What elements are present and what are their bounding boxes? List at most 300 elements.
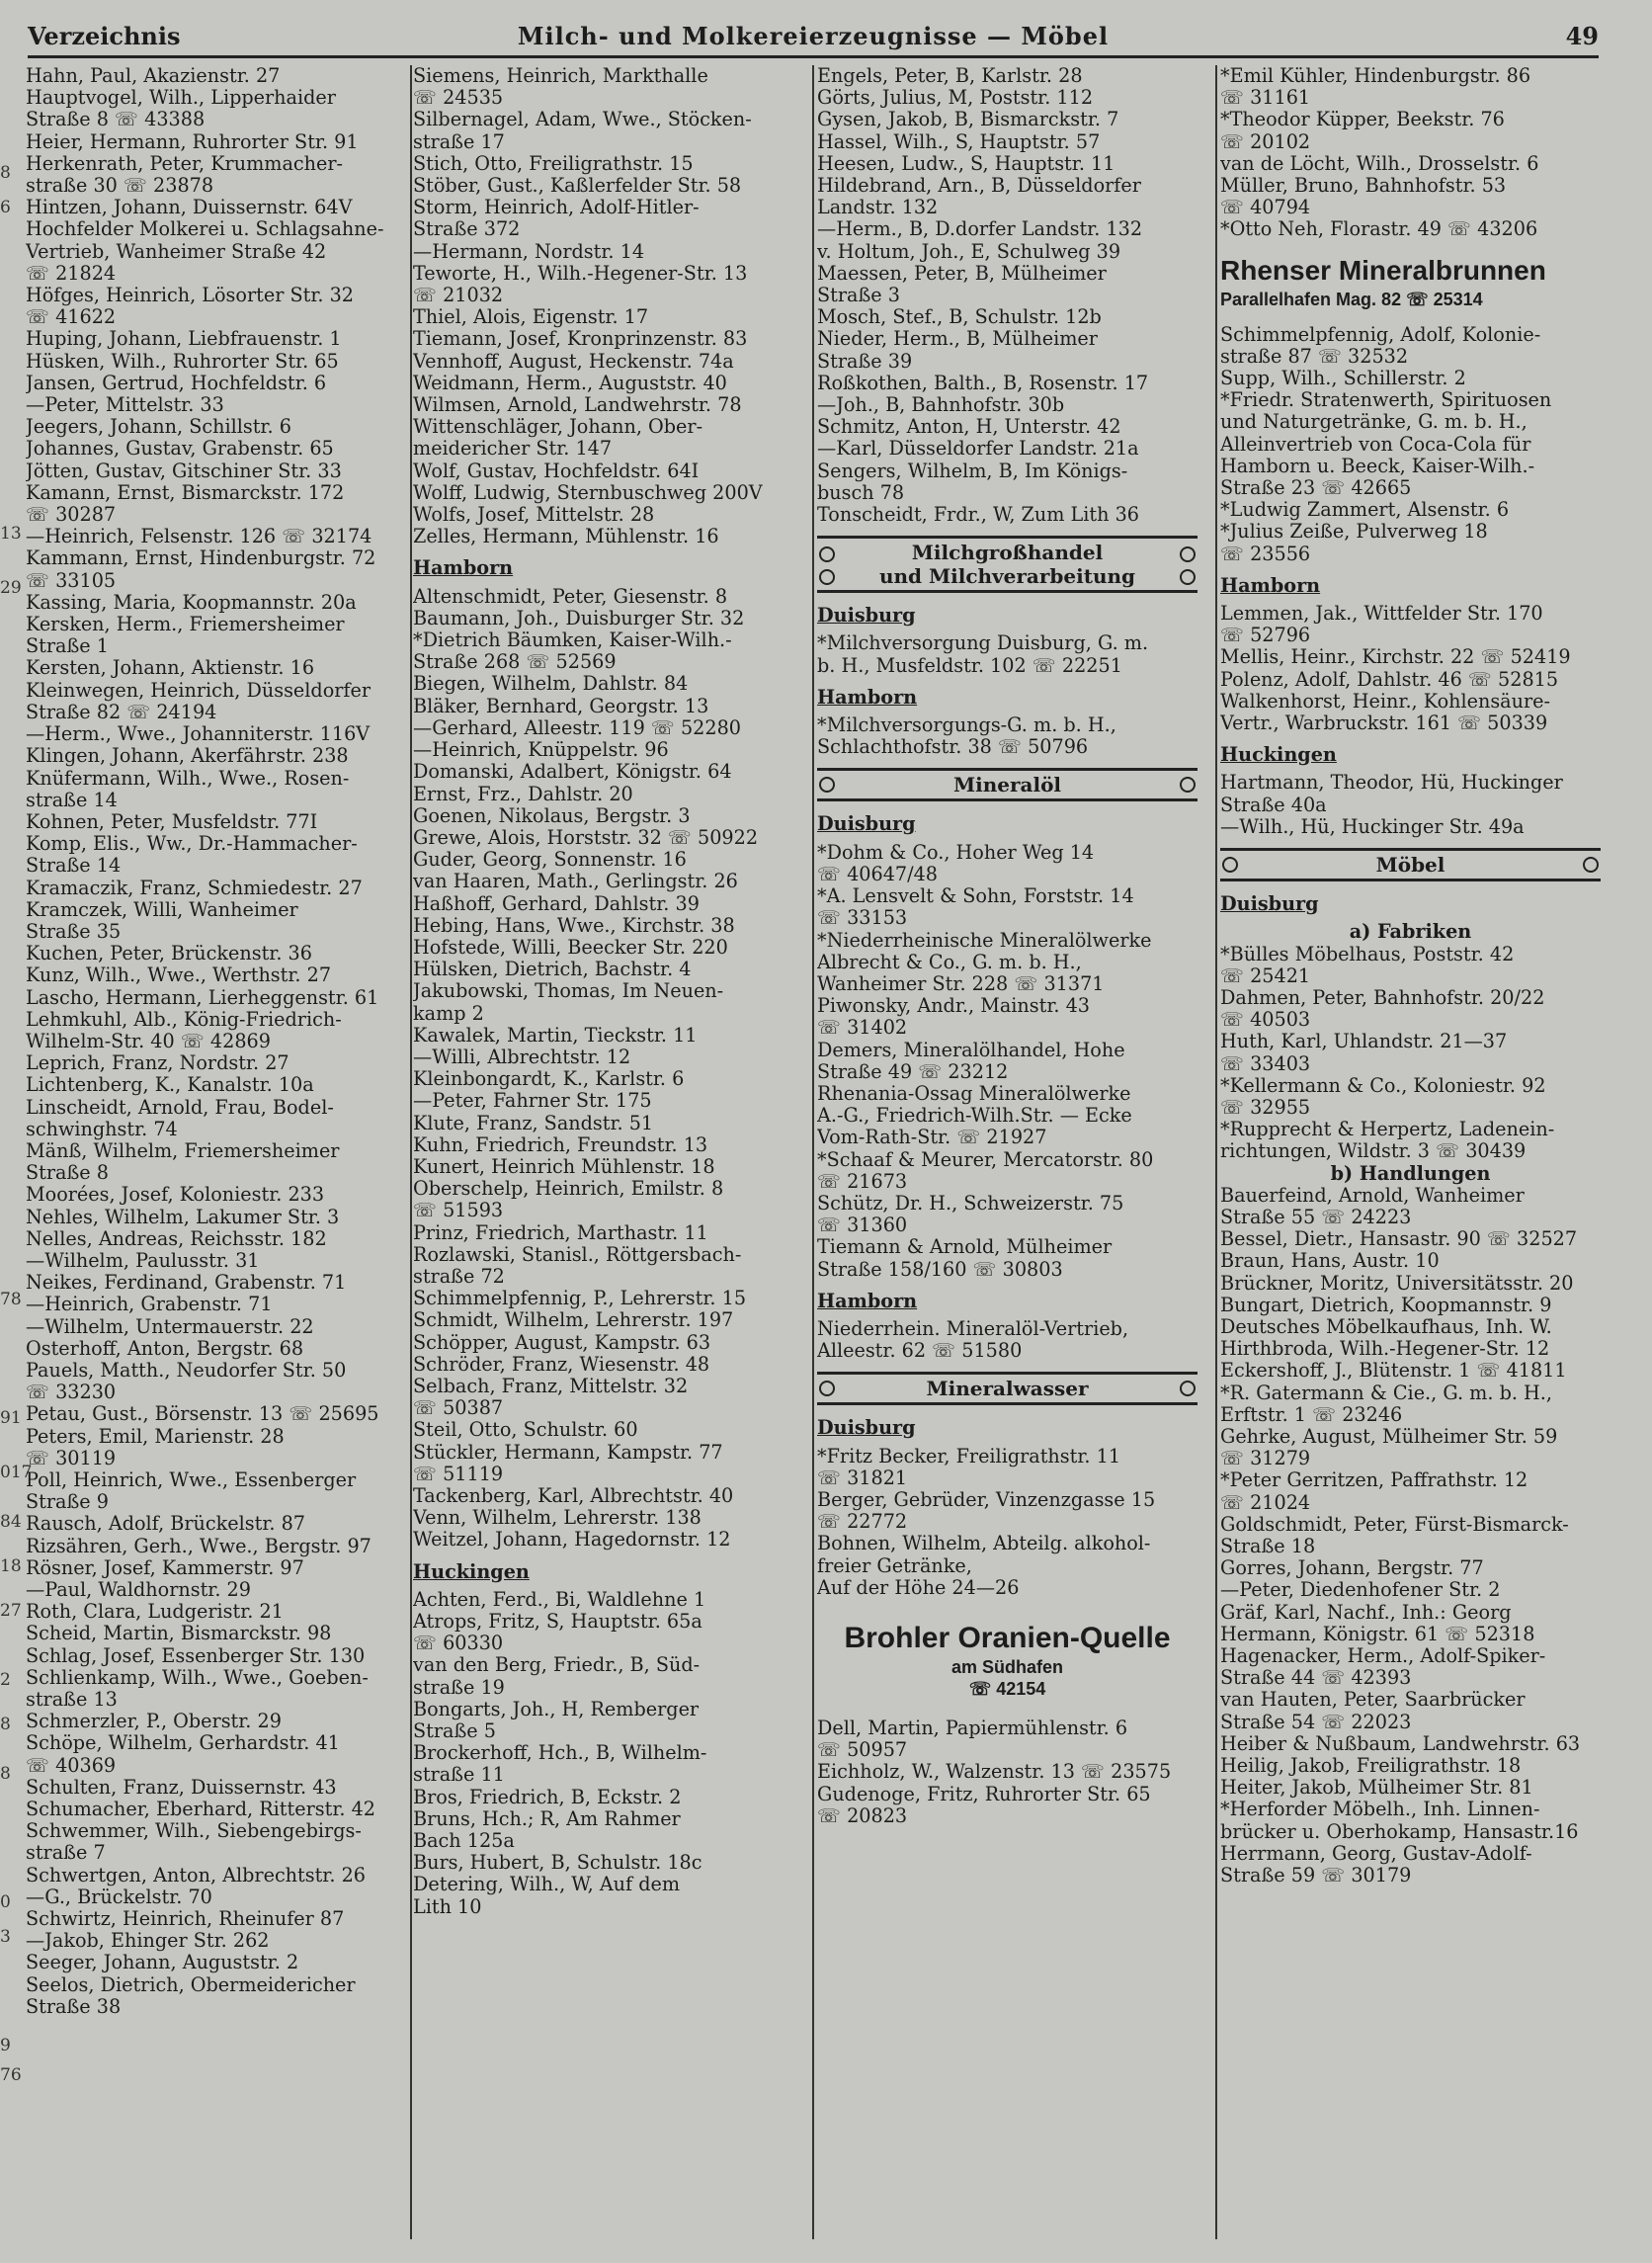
directory-entry: —Gerhard, Alleestr. 119 ☏ 52280 — [413, 715, 742, 739]
directory-entry: straße 11 — [413, 1763, 505, 1787]
section-banner-milchgrosshandel — [817, 536, 1198, 593]
directory-entry: Albrecht & Co., G. m. b. H., — [817, 950, 1082, 973]
directory-entry: richtungen, Wildstr. 3 ☏ 30439 — [1220, 1139, 1527, 1163]
margin-number: 76 — [0, 2065, 22, 2085]
ring-ornament-icon — [1583, 857, 1599, 873]
section-banner-mineralwasser — [817, 1372, 1198, 1405]
directory-entry: Neikes, Ferdinand, Grabenstr. 71 — [26, 1271, 347, 1295]
directory-entry: straße 17 — [413, 129, 505, 153]
directory-entry: Bläker, Bernhard, Georgstr. 13 — [413, 694, 709, 717]
entry-list — [413, 65, 793, 547]
directory-entry: Schwertgen, Anton, Albrechtstr. 26 — [26, 1863, 366, 1886]
directory-entry: Schimmelpfennig, P., Lehrerstr. 15 — [413, 1287, 747, 1310]
directory-entry: Hülsken, Dietrich, Bachstr. 4 — [413, 958, 692, 981]
directory-entry: Straße 14 — [26, 854, 122, 878]
directory-entry: Vennhoff, August, Heckenstr. 74a — [413, 349, 734, 373]
directory-entry: Bruns, Hch.; R, Am Rahmer — [413, 1806, 681, 1830]
directory-entry: ☏ 50957 — [817, 1738, 908, 1762]
margin-number: 8 — [0, 1715, 11, 1734]
directory-entry: Hintzen, Johann, Duissernstr. 64V — [26, 196, 353, 219]
directory-entry: Gehrke, August, Mülheimer Str. 59 — [1220, 1424, 1558, 1448]
directory-entry: Lichtenberg, K., Kanalstr. 10a — [26, 1073, 314, 1097]
directory-entry: Rizsähren, Gerh., Wwe., Bergstr. 97 — [26, 1534, 372, 1557]
city-heading: Duisburg — [817, 605, 916, 628]
directory-entry: Storm, Heinrich, Adolf-Hitler- — [413, 196, 700, 219]
directory-entry: *Niederrheinische Mineralölwerke — [817, 928, 1152, 952]
directory-entry: Lascho, Hermann, Lierheggenstr. 61 — [26, 985, 379, 1009]
directory-entry: —Karl, Düsseldorfer Landstr. 21a — [817, 437, 1139, 461]
margin-number: 18 — [0, 1556, 22, 1576]
entry-list — [817, 632, 1198, 676]
directory-entry: Landstr. 132 — [817, 196, 939, 219]
directory-entry: Gudenoge, Fritz, Ruhrorter Str. 65 — [817, 1782, 1151, 1805]
directory-entry: Kersken, Herm., Friemersheimer — [26, 613, 345, 636]
city-heading: Hamborn — [817, 686, 918, 709]
directory-entry: Moorées, Josef, Koloniestr. 233 — [26, 1183, 325, 1207]
city-heading: Duisburg — [817, 813, 916, 836]
directory-entry: Straße 54 ☏ 22023 — [1220, 1710, 1412, 1733]
directory-entry: Huth, Karl, Uhlandstr. 21—37 — [1220, 1030, 1508, 1053]
directory-entry: ☏ 32955 — [1220, 1095, 1311, 1119]
directory-entry: Nehles, Wilhelm, Lakumer Str. 3 — [26, 1205, 340, 1228]
directory-entry: Dell, Martin, Papiermühlenstr. 6 — [817, 1717, 1128, 1739]
directory-entry: Berger, Gebrüder, Vinzenzgasse 15 — [817, 1487, 1156, 1511]
directory-entry: ☏ 33153 — [817, 906, 908, 930]
directory-entry: Gorres, Johann, Bergstr. 77 — [1220, 1556, 1484, 1580]
directory-entry: Heesen, Ludw., S, Hauptstr. 11 — [817, 151, 1115, 175]
directory-entry: A.-G., Friedrich-Wilh.Str. — Ecke — [817, 1104, 1132, 1128]
directory-entry: Seelos, Dietrich, Obermeidericher — [26, 1972, 356, 1996]
directory-entry: Guder, Georg, Sonnenstr. 16 — [413, 848, 687, 872]
directory-entry: Tonscheidt, Frdr., W, Zum Lith 36 — [817, 503, 1139, 527]
directory-entry: Roth, Clara, Ludgeristr. 21 — [26, 1600, 284, 1624]
directory-entry: straße 13 — [26, 1688, 118, 1712]
directory-entry: Oberschelp, Heinrich, Emilstr. 8 — [413, 1177, 724, 1201]
directory-entry: Eckershoff, J., Blütenstr. 1 ☏ 41811 — [1220, 1359, 1567, 1383]
directory-entry: Müller, Bruno, Bahnhofstr. 53 — [1220, 174, 1507, 198]
subsection-heading: b) Handlungen — [1330, 1162, 1491, 1185]
directory-entry: Haßhoff, Gerhard, Dahlstr. 39 — [413, 891, 700, 915]
directory-entry: Straße 49 ☏ 23212 — [817, 1059, 1009, 1083]
directory-entry: Straße 8 ☏ 43388 — [26, 108, 206, 131]
directory-entry: straße 7 — [26, 1841, 106, 1865]
directory-entry: Supp, Wilh., Schillerstr. 2 — [1220, 367, 1466, 390]
directory-entry: Straße 5 — [413, 1719, 496, 1743]
directory-entry: Kammann, Ernst, Hindenburgstr. 72 — [26, 546, 376, 570]
subsection-heading: a) Fabriken — [1349, 921, 1472, 944]
column-2 — [413, 65, 793, 1918]
directory-entry: —Heinrich, Felsenstr. 126 ☏ 32174 — [26, 525, 372, 548]
directory-entry: Goenen, Nikolaus, Bergstr. 3 — [413, 803, 691, 827]
entry-list — [1220, 772, 1601, 838]
directory-entry: —Herm., Wwe., Johanniterstr. 116V — [26, 722, 371, 746]
directory-entry: Lith 10 — [413, 1894, 482, 1918]
entry-list — [817, 842, 1198, 1281]
directory-entry: ☏ 40369 — [26, 1753, 117, 1777]
directory-entry: Bongarts, Joh., H, Remberger — [413, 1697, 700, 1720]
column-divider — [410, 65, 412, 2239]
directory-entry: ☏ 31161 — [1220, 86, 1311, 110]
directory-entry: Selbach, Franz, Mittelstr. 32 — [413, 1374, 689, 1397]
directory-entry: Mänß, Wilhelm, Friemersheimer — [26, 1138, 340, 1162]
directory-entry: ☏ 33403 — [1220, 1051, 1311, 1075]
margin-number: 9 — [0, 2036, 11, 2055]
directory-entry: Wolfs, Josef, Mittelstr. 28 — [413, 503, 655, 527]
directory-entry: Peters, Emil, Marienstr. 28 — [26, 1424, 285, 1448]
directory-entry: Heiber & Nußbaum, Landwehrstr. 63 — [1220, 1731, 1581, 1755]
directory-entry: —Heinrich, Grabenstr. 71 — [26, 1293, 273, 1316]
directory-entry: Eichholz, W., Walzenstr. 13 ☏ 23575 — [817, 1760, 1172, 1784]
directory-entry: Schlienkamp, Wilh., Wwe., Goeben- — [26, 1665, 369, 1689]
left-margin-numbers — [0, 0, 33, 2263]
directory-entry: straße 87 ☏ 32532 — [1220, 344, 1409, 368]
directory-entry: Gysen, Jakob, B, Bismarckstr. 7 — [817, 108, 1119, 131]
directory-entry: Leprich, Franz, Nordstr. 27 — [26, 1051, 289, 1075]
directory-entry: Lemmen, Jak., Wittfelder Str. 170 — [1220, 603, 1543, 626]
directory-entry: Ernst, Frz., Dahlstr. 20 — [413, 782, 633, 805]
directory-entry: —Peter, Mittelstr. 33 — [26, 393, 224, 417]
directory-entry: Straße 372 — [413, 217, 521, 241]
directory-entry: Grewe, Alois, Horststr. 32 ☏ 50922 — [413, 825, 759, 849]
directory-entry: Pauels, Matth., Neudorfer Str. 50 — [26, 1358, 347, 1382]
directory-entry: Jeegers, Johann, Schillstr. 6 — [26, 415, 291, 439]
directory-entry: Komp, Elis., Ww., Dr.-Hammacher- — [26, 832, 358, 856]
directory-entry: Schmerzler, P., Oberstr. 29 — [26, 1710, 282, 1733]
margin-number: 017 — [0, 1463, 33, 1482]
city-heading: Huckingen — [1220, 744, 1337, 767]
directory-entry: Bungart, Dietrich, Koopmannstr. 9 — [1220, 1293, 1552, 1316]
column-1 — [26, 65, 406, 2018]
directory-entry: Mosch, Stef., B, Schulstr. 12b — [817, 305, 1102, 329]
directory-entry: van den Berg, Friedr., B, Süd- — [413, 1653, 701, 1677]
advertisement-brohler — [817, 1621, 1198, 1700]
directory-entry: meidericher Str. 147 — [413, 437, 613, 461]
directory-entry: Rhenania-Ossag Mineralölwerke — [817, 1081, 1131, 1105]
directory-entry: Mellis, Heinr., Kirchstr. 22 ☏ 52419 — [1220, 645, 1571, 669]
directory-entry: Baumann, Joh., Duisburger Str. 32 — [413, 606, 745, 629]
directory-entry: ☏ 30287 — [26, 503, 117, 527]
directory-entry: *Otto Neh, Florastr. 49 ☏ 43206 — [1220, 217, 1538, 241]
directory-entry: Johannes, Gustav, Grabenstr. 65 — [26, 437, 334, 461]
directory-entry: ☏ 21032 — [413, 284, 504, 307]
directory-entry: ☏ 25421 — [1220, 964, 1311, 987]
directory-entry: Demers, Mineralölhandel, Hohe — [817, 1038, 1125, 1061]
directory-entry: Hassel, Wilh., S, Hauptstr. 57 — [817, 129, 1101, 153]
directory-entry: Erftstr. 1 ☏ 23246 — [1220, 1402, 1403, 1426]
directory-entry: Schwemmer, Wilh., Siebengebirgs- — [26, 1819, 362, 1843]
directory-entry: Jötten, Gustav, Gitschiner Str. 33 — [26, 459, 342, 482]
city-heading: Huckingen — [413, 1560, 530, 1583]
directory-entry: Deutsches Möbelkaufhaus, Inh. W. — [1220, 1314, 1552, 1338]
directory-entry: Schmidt, Wilhelm, Lehrerstr. 197 — [413, 1308, 734, 1332]
directory-entry: *Bülles Möbelhaus, Poststr. 42 — [1220, 943, 1515, 965]
directory-entry: Vertr., Warbruckstr. 161 ☏ 50339 — [1220, 712, 1548, 735]
directory-entry: Wolff, Ludwig, Sternbuschweg 200V — [413, 480, 763, 504]
column-3 — [817, 65, 1198, 1827]
directory-entry: ☏ 51593 — [413, 1199, 504, 1222]
directory-entry: Silbernagel, Adam, Wwe., Stöcken- — [413, 108, 752, 131]
directory-entry: *Rupprecht & Herpertz, Ladenein- — [1220, 1118, 1555, 1141]
directory-entry: Stich, Otto, Freiligrathstr. 15 — [413, 151, 694, 175]
directory-entry: Dahmen, Peter, Bahnhofstr. 20/22 — [1220, 985, 1545, 1009]
directory-entry: Brockerhoff, Hch., B, Wilhelm- — [413, 1741, 707, 1765]
directory-entry: —Wilhelm, Paulusstr. 31 — [26, 1248, 260, 1272]
directory-entry: Kohnen, Peter, Musfeldstr. 77I — [26, 809, 318, 833]
directory-entry: *Friedr. Stratenwerth, Spirituosen — [1220, 388, 1552, 412]
directory-entry: Straße 40a — [1220, 793, 1327, 816]
directory-entry: Schütz, Dr. H., Schweizerstr. 75 — [817, 1191, 1124, 1215]
directory-entry: Seeger, Johann, Auguststr. 2 — [26, 1951, 299, 1974]
directory-entry: Jakubowski, Thomas, Im Neuen- — [413, 979, 724, 1003]
directory-entry: Straße 158/160 ☏ 30803 — [817, 1257, 1063, 1281]
directory-entry: Heiter, Jakob, Mülheimer Str. 81 — [1220, 1776, 1533, 1800]
directory-entry: Rozlawski, Stanisl., Röttgersbach- — [413, 1242, 742, 1266]
directory-entry: Hüsken, Wilh., Ruhrorter Str. 65 — [26, 349, 339, 373]
header-left: Verzeichnis — [28, 22, 181, 50]
directory-entry: Nelles, Andreas, Reichsstr. 182 — [26, 1226, 327, 1250]
directory-entry: Heilig, Jakob, Freiligrathstr. 18 — [1220, 1754, 1522, 1778]
directory-entry: Schmitz, Anton, H, Unterstr. 42 — [817, 415, 1121, 439]
directory-entry: Schlachthofstr. 38 ☏ 50796 — [817, 735, 1089, 759]
directory-entry: ☏ 33105 — [26, 568, 117, 592]
directory-entry: Schulten, Franz, Duissernstr. 43 — [26, 1775, 337, 1799]
directory-entry: Herrmann, Georg, Gustav-Adolf- — [1220, 1841, 1532, 1865]
directory-entry: Klute, Franz, Sandstr. 51 — [413, 1111, 654, 1134]
entry-list — [817, 714, 1198, 758]
directory-entry: Atrops, Fritz, S, Hauptstr. 65a — [413, 1610, 702, 1634]
directory-entry: Kersten, Johann, Aktienstr. 16 — [26, 656, 315, 680]
directory-entry: —Jakob, Ehinger Str. 262 — [26, 1929, 270, 1953]
column-divider — [812, 65, 814, 2239]
directory-entry: ☏ 21673 — [817, 1169, 908, 1193]
directory-entry: Hagenacker, Herm., Adolf-Spiker- — [1220, 1644, 1546, 1667]
directory-entry: Hochfelder Molkerei u. Schlagsahne- — [26, 217, 384, 241]
entry-list — [26, 65, 406, 2018]
directory-entry: Kawalek, Martin, Tieckstr. 11 — [413, 1023, 698, 1047]
directory-entry: Schöpper, August, Kampstr. 63 — [413, 1330, 711, 1354]
directory-entry: ☏ 40794 — [1220, 196, 1311, 219]
directory-entry: *Dietrich Bäumken, Kaiser-Wilh.- — [413, 629, 732, 652]
ad-title: Rhenser Mineralbrunnen — [1220, 254, 1546, 286]
directory-entry: Wilhelm-Str. 40 ☏ 42869 — [26, 1029, 271, 1052]
directory-entry: Steil, Otto, Schulstr. 60 — [413, 1418, 638, 1442]
directory-entry: und Naturgetränke, G. m. b. H., — [1220, 410, 1528, 434]
directory-entry: Hauptvogel, Wilh., Lipperhaider — [26, 86, 336, 110]
directory-entry: straße 72 — [413, 1264, 505, 1288]
directory-entry: ☏ 40503 — [1220, 1008, 1311, 1032]
page-header — [28, 18, 1599, 57]
directory-entry: —Joh., B, Bahnhofstr. 30b — [817, 393, 1065, 417]
directory-entry: *Milchversorgung Duisburg, G. m. — [817, 632, 1149, 655]
entry-list — [817, 1318, 1198, 1362]
directory-entry: ☏ 30119 — [26, 1446, 117, 1469]
directory-entry: straße 14 — [26, 788, 118, 811]
directory-entry: ☏ 21824 — [26, 261, 117, 285]
directory-entry: *Schaaf & Meurer, Mercatorstr. 80 — [817, 1147, 1154, 1171]
directory-entry: Knüfermann, Wilh., Wwe., Rosen- — [26, 766, 350, 790]
directory-entry: Straße 23 ☏ 42665 — [1220, 476, 1412, 500]
margin-number: 78 — [0, 1290, 22, 1309]
directory-entry: Prinz, Friedrich, Marthastr. 11 — [413, 1220, 708, 1244]
ad-subtitle: am Südhafen — [950, 1656, 1064, 1677]
directory-entry: Hofstede, Willi, Beecker Str. 220 — [413, 935, 728, 959]
directory-entry: *Kellermann & Co., Koloniestr. 92 — [1220, 1073, 1546, 1097]
directory-entry: van Haaren, Math., Gerlingstr. 26 — [413, 870, 738, 893]
directory-entry: Herkenrath, Peter, Krummacher- — [26, 151, 344, 175]
directory-entry: Brückner, Moritz, Universitätsstr. 20 — [1220, 1271, 1574, 1295]
directory-entry: Kassing, Maria, Koopmannstr. 20a — [26, 590, 357, 614]
entry-list — [1220, 65, 1601, 241]
directory-entry: Maessen, Peter, B, Mülheimer — [817, 261, 1107, 285]
directory-entry: ☏ 52796 — [1220, 624, 1311, 647]
directory-entry: *R. Gatermann & Cie., G. m. b. H., — [1220, 1381, 1552, 1404]
directory-entry: Schumacher, Eberhard, Ritterstr. 42 — [26, 1798, 375, 1821]
directory-entry: kamp 2 — [413, 1001, 484, 1025]
banner-line: Möbel — [1375, 853, 1446, 878]
directory-entry: Kamann, Ernst, Bismarckstr. 172 — [26, 480, 345, 504]
directory-entry: Tackenberg, Karl, Albrechtstr. 40 — [413, 1484, 734, 1507]
directory-entry: Hildebrand, Arn., B, Düsseldorfer — [817, 174, 1141, 198]
directory-entry: Heier, Hermann, Ruhrorter Str. 91 — [26, 129, 359, 153]
entry-list — [817, 1446, 1198, 1599]
directory-entry: Wittenschläger, Johann, Ober- — [413, 415, 703, 439]
directory-entry: ☏ 20102 — [1220, 129, 1311, 153]
entry-list — [817, 1718, 1198, 1827]
directory-entry: Kunz, Wilh., Wwe., Werthstr. 27 — [26, 964, 332, 987]
directory-entry: Petau, Gust., Börsenstr. 13 ☏ 25695 — [26, 1402, 379, 1426]
directory-entry: —Peter, Diedenhofener Str. 2 — [1220, 1578, 1501, 1602]
directory-entry: Hirthbroda, Wilh.-Hegener-Str. 12 — [1220, 1337, 1550, 1361]
ad-subtitle: Parallelhafen Mag. 82 ☏ 25314 — [1220, 289, 1483, 309]
directory-entry: Achten, Ferd., Bi, Waldlehne 1 — [413, 1588, 706, 1611]
city-heading: Duisburg — [817, 1417, 916, 1440]
directory-entry: Stöber, Gust., Kaßlerfelder Str. 58 — [413, 174, 742, 198]
directory-entry: Schwirtz, Heinrich, Rheinufer 87 — [26, 1907, 345, 1931]
directory-entry: Straße 39 — [817, 349, 913, 373]
header-rule — [28, 55, 1599, 58]
directory-entry: Nieder, Herm., B, Mülheimer — [817, 327, 1098, 351]
directory-entry: *Theodor Küpper, Beekstr. 76 — [1220, 108, 1505, 131]
directory-entry: Walkenhorst, Heinr., Kohlensäure- — [1220, 689, 1550, 712]
directory-entry: Bach 125a — [413, 1829, 515, 1853]
directory-entry: *Peter Gerritzen, Paffrathstr. 12 — [1220, 1468, 1528, 1492]
column-4 — [1220, 65, 1601, 1886]
directory-entry: Huping, Johann, Liebfrauenstr. 1 — [26, 327, 342, 351]
directory-entry: Straße 44 ☏ 42393 — [1220, 1666, 1412, 1690]
directory-entry: *Fritz Becker, Freiligrathstr. 11 — [817, 1445, 1121, 1467]
directory-entry: ☏ 51119 — [413, 1462, 504, 1485]
ad-phone: ☏ 42154 — [968, 1678, 1046, 1699]
directory-entry: ☏ 23556 — [1220, 542, 1311, 565]
directory-entry: Görts, Julius, M, Poststr. 112 — [817, 86, 1094, 110]
directory-entry: Vom-Rath-Str. ☏ 21927 — [817, 1126, 1047, 1149]
margin-number: 84 — [0, 1512, 22, 1532]
directory-entry: v. Holtum, Joh., E, Schulweg 39 — [817, 239, 1121, 263]
directory-entry: straße 19 — [413, 1675, 505, 1699]
directory-entry: Piwonsky, Andr., Mainstr. 43 — [817, 994, 1091, 1018]
directory-entry: busch 78 — [817, 480, 905, 504]
directory-entry: Wilmsen, Arnold, Landwehrstr. 78 — [413, 393, 742, 417]
directory-entry: Kleinwegen, Heinrich, Düsseldorfer — [26, 678, 372, 702]
directory-entry: ☏ 40647/48 — [817, 862, 939, 885]
directory-entry: Rösner, Josef, Kammerstr. 97 — [26, 1555, 304, 1579]
directory-entry: Linscheidt, Arnold, Frau, Bodel- — [26, 1095, 334, 1119]
directory-entry: —Paul, Waldhornstr. 29 — [26, 1578, 251, 1602]
directory-entry: *Herforder Möbelh., Inh. Linnen- — [1220, 1798, 1540, 1821]
directory-entry: —G., Brückelstr. 70 — [26, 1885, 212, 1908]
directory-entry: Straße 268 ☏ 52569 — [413, 650, 617, 674]
directory-entry: Straße 38 — [26, 1994, 122, 2018]
margin-number: 91 — [0, 1408, 22, 1428]
directory-entry: —Wilh., Hü, Huckinger Str. 49a — [1220, 814, 1525, 838]
entry-list — [1220, 944, 1601, 1163]
directory-entry: ☏ 31279 — [1220, 1447, 1311, 1470]
city-heading: Duisburg — [1220, 893, 1319, 916]
directory-entry: Straße 55 ☏ 24223 — [1220, 1205, 1412, 1228]
directory-entry: van Hauten, Peter, Saarbrücker — [1220, 1688, 1526, 1712]
directory-entry: Straße 35 — [26, 919, 122, 943]
directory-entry: Burs, Hubert, B, Schulstr. 18c — [413, 1851, 702, 1875]
directory-entry: Bohnen, Wilhelm, Abteilg. alkohol- — [817, 1532, 1151, 1555]
directory-entry: Bros, Friedrich, B, Eckstr. 2 — [413, 1785, 682, 1808]
directory-entry: Hermann, Königstr. 61 ☏ 52318 — [1220, 1622, 1535, 1645]
directory-entry: *Ludwig Zammert, Alsenstr. 6 — [1220, 498, 1510, 522]
directory-entry: Osterhoff, Anton, Bergstr. 68 — [26, 1336, 304, 1360]
header-title: Milch- und Molkereierzeugnisse — Möbel — [517, 22, 1110, 50]
directory-entry: Lehmkuhl, Alb., König-Friedrich- — [26, 1007, 342, 1031]
directory-entry: ☏ 41622 — [26, 305, 117, 329]
entry-list — [413, 1589, 793, 1918]
directory-entry: Schimmelpfennig, Adolf, Kolonie- — [1220, 323, 1541, 346]
directory-entry: Straße 9 — [26, 1490, 109, 1514]
directory-entry: Tiemann, Josef, Kronprinzenstr. 83 — [413, 327, 748, 351]
directory-entry: ☏ 22772 — [817, 1510, 908, 1534]
entry-list — [1220, 324, 1601, 565]
advertisement-rhenser — [1220, 253, 1601, 310]
city-heading: Hamborn — [413, 557, 514, 580]
directory-entry: Roßkothen, Balth., B, Rosenstr. 17 — [817, 371, 1149, 394]
ring-ornament-icon — [819, 546, 835, 562]
directory-entry: Straße 82 ☏ 24194 — [26, 700, 217, 723]
margin-number: 8 — [0, 1764, 11, 1784]
directory-entry: ☏ 24535 — [413, 86, 504, 110]
directory-entry: —Herm., B, D.dorfer Landstr. 132 — [817, 217, 1143, 241]
directory-entry: *A. Lensvelt & Sohn, Forststr. 14 — [817, 884, 1134, 908]
directory-entry: Wanheimer Str. 228 ☏ 31371 — [817, 971, 1105, 995]
directory-entry: Biegen, Wilhelm, Dahlstr. 84 — [413, 672, 689, 696]
directory-entry: —Heinrich, Knüppelstr. 96 — [413, 738, 669, 762]
directory-entry: ☏ 50387 — [413, 1396, 504, 1420]
directory-entry: Alleestr. 62 ☏ 51580 — [817, 1339, 1023, 1363]
entry-list — [1220, 603, 1601, 734]
directory-entry: Siemens, Heinrich, Markthalle — [413, 65, 708, 87]
entry-list — [413, 586, 793, 1551]
directory-entry: Straße 1 — [26, 634, 109, 658]
ring-ornament-icon — [1222, 857, 1238, 873]
city-heading: Hamborn — [817, 1290, 918, 1312]
margin-number: 13 — [0, 524, 22, 544]
margin-number: 8 — [0, 163, 11, 183]
directory-entry: Kuhn, Friedrich, Freundstr. 13 — [413, 1132, 708, 1156]
section-banner-moebel — [1220, 848, 1601, 881]
directory-entry: Rausch, Adolf, Brückelstr. 87 — [26, 1512, 306, 1536]
directory-entry: Poll, Heinrich, Wwe., Essenberger — [26, 1468, 357, 1491]
directory-entry: Bauerfeind, Arnold, Wanheimer — [1220, 1184, 1525, 1207]
directory-entry: *Julius Zeiße, Pulverweg 18 — [1220, 520, 1488, 544]
directory-entry: Detering, Wilh., W, Auf dem — [413, 1873, 681, 1896]
directory-entry: Polenz, Adolf, Dahlstr. 46 ☏ 52815 — [1220, 667, 1559, 691]
directory-entry: Wolf, Gustav, Hochfeldstr. 64I — [413, 459, 700, 482]
